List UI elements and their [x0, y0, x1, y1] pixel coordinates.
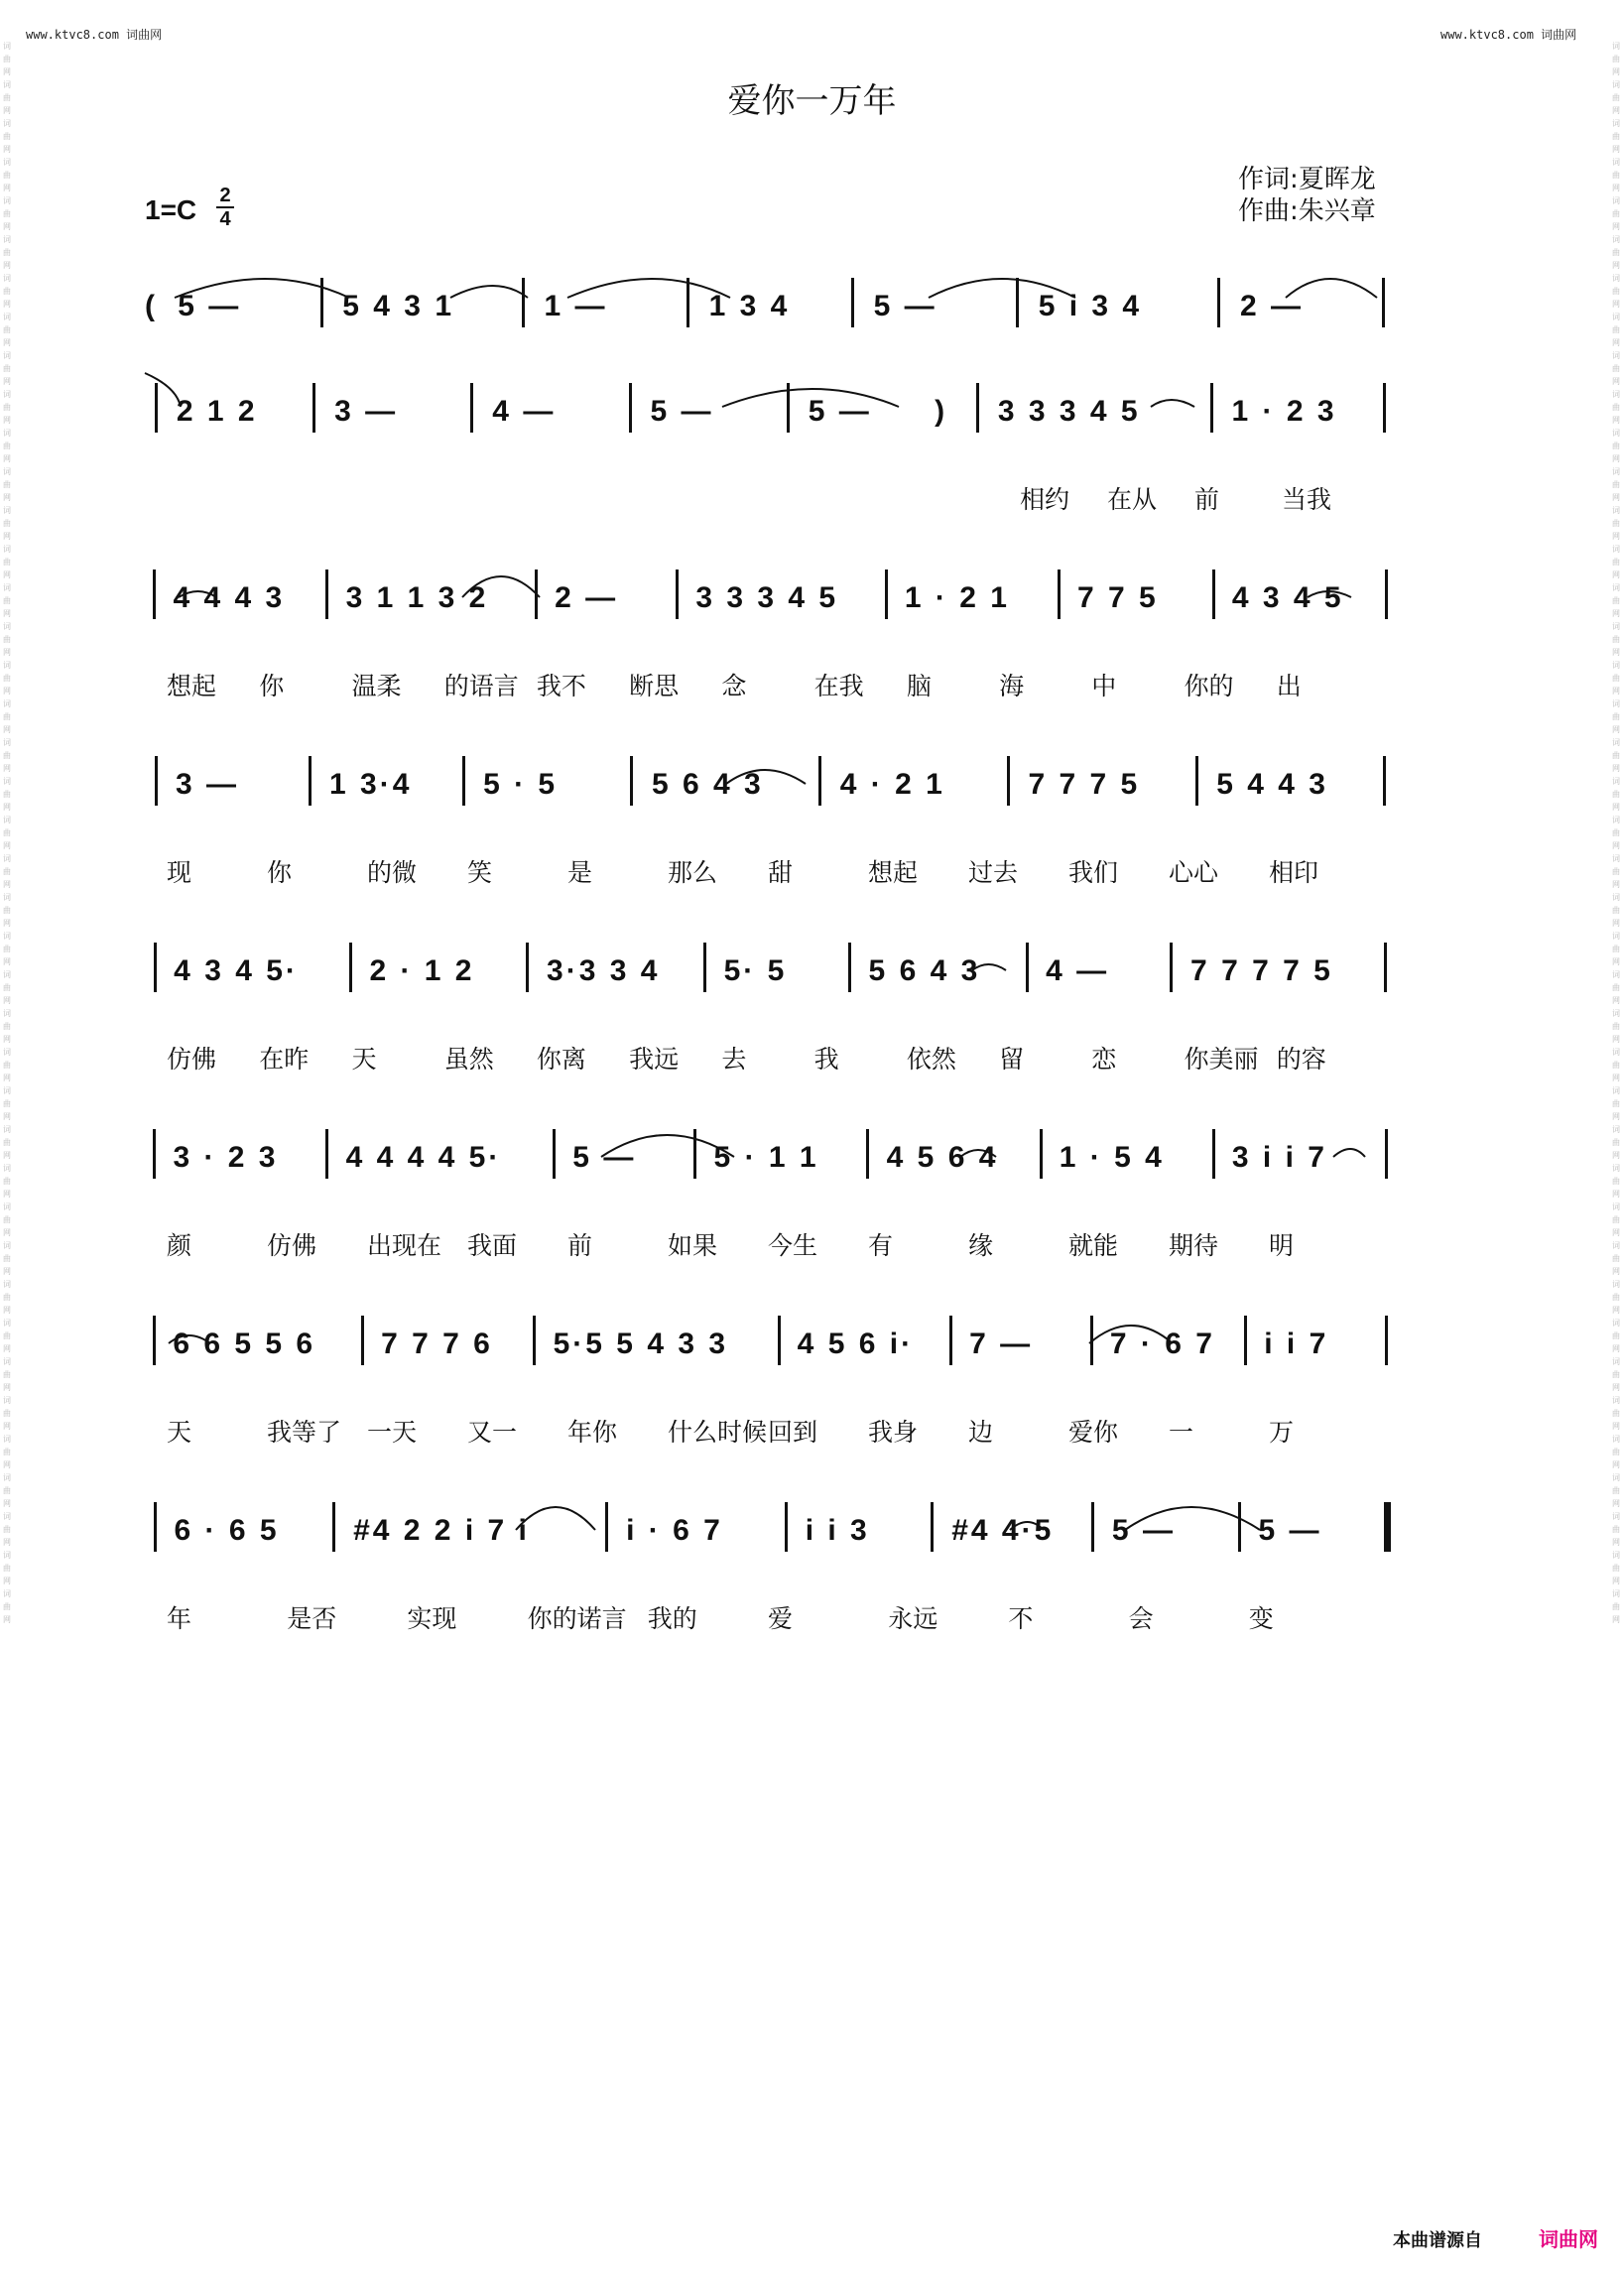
slur [516, 1507, 595, 1530]
slur [462, 576, 540, 597]
lyric-word: 在昨 [259, 1045, 310, 1074]
slur [1308, 591, 1351, 597]
note-group: 5 4 4 3 [1216, 768, 1328, 801]
lyric-word: 我等了 [267, 1418, 342, 1447]
meter-top: 2 [219, 185, 231, 206]
slur [722, 389, 899, 407]
note-group: 5· 5 [723, 954, 788, 987]
slur [145, 373, 181, 407]
lyric-word: 脑 [906, 672, 932, 700]
lyric-word: 又一 [467, 1418, 518, 1447]
note-group: 5 · 5 [483, 768, 559, 801]
note-group: 5 — [873, 290, 937, 322]
lyric-word: 温柔 [351, 672, 402, 700]
slur [179, 591, 216, 597]
lyric-word: 今生 [768, 1231, 818, 1260]
lyric-word: 仿佛 [167, 1045, 217, 1074]
note-group: #4 2 2 i 7 i [353, 1514, 530, 1547]
lyric-word: 的容 [1276, 1045, 1326, 1074]
lyric-word: 颜 [167, 1231, 192, 1260]
slur [1333, 1149, 1365, 1157]
note-group: 2 1 2 [176, 395, 258, 428]
note-group: 3 3 3 4 5 [997, 395, 1141, 428]
note-group: 4 5 6 i· [797, 1328, 915, 1360]
note-group: 4 5 6 4 [886, 1141, 999, 1174]
lyric-word: 你离 [536, 1045, 586, 1074]
lyric-word: 前 [567, 1231, 593, 1260]
note-group: i i 3 [805, 1514, 870, 1547]
lyric-word: 是否 [287, 1604, 337, 1633]
lyric-word: 出 [1276, 672, 1302, 700]
slur [1089, 1326, 1173, 1343]
repeat-paren: ( [145, 290, 158, 322]
note-group: #4 4·5 [951, 1514, 1055, 1547]
slur [726, 770, 806, 784]
note-group: 3 1 1 3 2 [345, 581, 489, 614]
note-group: 2 — [1239, 290, 1304, 322]
slur [601, 1135, 734, 1157]
note-group: 5 — [572, 1141, 637, 1174]
song-title: 爱你一万年 [727, 81, 897, 121]
note-group: 4 4 4 4 5· [345, 1141, 502, 1174]
lyric-word: 的语言 [443, 672, 519, 700]
lyric-word: 不 [1008, 1604, 1034, 1633]
note-group: 5 · 1 1 [713, 1141, 819, 1174]
note-group: 4 3 4 5· [174, 954, 299, 987]
lyric-word: 天 [167, 1418, 192, 1447]
lyric-word: 爱 [768, 1604, 794, 1633]
note-group: 5 6 4 3 [651, 768, 764, 801]
note-group: 4 · 2 1 [839, 768, 945, 801]
lyric-word: 心心 [1169, 858, 1219, 887]
lyric-word: 缘 [968, 1231, 994, 1260]
note-group: 7 7 5 [1076, 581, 1159, 614]
lyric-word: 就能 [1068, 1231, 1119, 1260]
note-group: 1 · 2 1 [904, 581, 1010, 614]
lyric-word: 我不 [536, 672, 586, 700]
lyric-word: 我身 [868, 1418, 919, 1447]
watermark-right: 词曲网词曲网词曲网词曲网词曲网词曲网词曲网词曲网词曲网词曲网词曲网词曲网词曲网词曲网词曲网词曲网词曲网词曲网词曲网词曲网词曲网词曲网词曲网词曲网词曲网词曲网词曲网词曲网词曲网词曲网词曲网词曲网词曲网词曲网词曲网词曲网词曲网词曲网词曲网词曲网词曲网 [1612, 42, 1620, 1624]
slur [169, 1335, 210, 1343]
slur [567, 279, 730, 298]
note-group: 5 4 3 1 [342, 290, 455, 322]
slur [960, 1150, 996, 1157]
site-url-right[interactable]: www.ktvc8.com 词曲网 [1440, 28, 1577, 42]
lyric-word: 相约 [1020, 485, 1070, 514]
lyric-word: 出现在 [367, 1231, 442, 1260]
note-group: i · 6 7 [626, 1514, 723, 1547]
lyric-word: 你美丽 [1184, 1045, 1259, 1074]
lyric-word: 你的诺言 [527, 1604, 627, 1633]
composer-credit: 作曲:朱兴章 [1238, 196, 1376, 226]
lyric-word: 念 [721, 672, 747, 700]
note-group: 1 3·4 [329, 768, 413, 801]
lyric-word: 一 [1169, 1418, 1194, 1447]
note-group: 4 — [492, 395, 557, 428]
note-group: 2 · 1 2 [369, 954, 475, 987]
slur [929, 279, 1075, 298]
note-group: 6 · 6 5 [174, 1514, 280, 1547]
note-group: 5 6 4 3 [868, 954, 981, 987]
note-group: 1 · 2 3 [1231, 395, 1337, 428]
lyric-word: 你 [267, 858, 293, 887]
note-group: 7 7 7 5 [1028, 768, 1141, 801]
site-url-left[interactable]: www.ktvc8.com 词曲网 [26, 28, 163, 42]
lyric-word: 如果 [668, 1231, 718, 1260]
lyric-word: 想起 [167, 672, 217, 700]
watermark-left: 词曲网词曲网词曲网词曲网词曲网词曲网词曲网词曲网词曲网词曲网词曲网词曲网词曲网词曲网词曲网词曲网词曲网词曲网词曲网词曲网词曲网词曲网词曲网词曲网词曲网词曲网词曲网词曲网词曲网词曲网词曲网词曲网词曲网词曲网词曲网词曲网词曲网词曲网词曲网词曲网词曲网 [3, 42, 11, 1624]
note-group: 4 3 4 5 [1231, 581, 1344, 614]
lyric-word: 爱你 [1068, 1418, 1119, 1447]
note-group: 3·3 3 4 [547, 954, 661, 987]
note-group: 4 — [1046, 954, 1110, 987]
note-group: 5 — [808, 395, 872, 428]
repeat-paren: ) [935, 395, 948, 428]
lyric-word: 变 [1248, 1604, 1274, 1633]
lyricist-credit: 作词:夏晖龙 [1238, 165, 1376, 194]
lyric-word: 有 [868, 1231, 894, 1260]
note-group: 1 — [544, 290, 608, 322]
meter-bottom: 4 [219, 208, 231, 230]
lyric-word: 现 [167, 858, 192, 887]
note-group: 5·5 5 4 3 3 [553, 1328, 729, 1360]
lyric-word: 海 [999, 672, 1025, 700]
lyric-word: 我们 [1068, 858, 1119, 887]
note-group: 3 · 2 3 [173, 1141, 279, 1174]
note-group: 7 7 7 6 [381, 1328, 493, 1360]
slur [1286, 279, 1377, 298]
lyric-word: 恋 [1091, 1045, 1117, 1074]
lyric-word: 想起 [868, 858, 919, 887]
note-group: 6 6 5 5 6 [173, 1328, 316, 1360]
lyric-word: 实现 [407, 1604, 457, 1633]
lyric-word: 我的 [647, 1604, 697, 1633]
lyric-word: 过去 [968, 858, 1019, 887]
note-group: 7 · 6 7 [1109, 1328, 1215, 1360]
lyric-word: 回到 [768, 1418, 818, 1447]
note-group: i i 7 [1264, 1328, 1329, 1360]
slur [1125, 1507, 1260, 1530]
lyric-word: 笑 [467, 858, 493, 887]
slur [1151, 400, 1194, 407]
key-signature: 1=C [145, 194, 197, 225]
lyric-word: 断思 [629, 672, 680, 700]
lyric-word: 的微 [367, 858, 418, 887]
note-group: 3 3 3 4 5 [695, 581, 839, 614]
lyric-word: 会 [1128, 1604, 1154, 1633]
lyric-word: 边 [968, 1418, 994, 1447]
lyric-word: 中 [1091, 672, 1117, 700]
slur [1010, 1522, 1044, 1530]
note-group: 3 — [334, 395, 399, 428]
slur [450, 286, 528, 298]
lyric-word: 是 [567, 858, 593, 887]
slur [972, 964, 1006, 970]
note-group: 7 — [969, 1328, 1034, 1360]
lyric-word: 相印 [1269, 858, 1319, 887]
lyric-word: 期待 [1169, 1231, 1219, 1260]
note-group: 5 i 3 4 [1038, 290, 1143, 322]
brand-logo[interactable]: 词曲网 [1539, 2227, 1598, 2251]
lyric-word: 你的 [1184, 672, 1234, 700]
note-group: 5 — [1111, 1514, 1176, 1547]
lyric-word: 天 [351, 1045, 377, 1074]
note-group: 2 — [555, 581, 619, 614]
lyric-word: 我面 [467, 1231, 518, 1260]
lyric-word: 你 [259, 672, 285, 700]
note-group: 1 · 5 4 [1059, 1141, 1165, 1174]
note-group: 5 — [650, 395, 714, 428]
lyric-word: 虽然 [443, 1045, 494, 1074]
slur [175, 279, 349, 298]
note-group: 7 7 7 7 5 [1190, 954, 1333, 987]
lyric-word: 我远 [629, 1045, 680, 1074]
lyric-word: 明 [1269, 1231, 1295, 1260]
lyric-word: 在从 [1107, 485, 1158, 514]
lyric-word: 前 [1194, 485, 1220, 514]
lyric-word: 我 [813, 1045, 839, 1074]
lyric-word: 去 [721, 1045, 747, 1074]
lyric-word: 年你 [567, 1418, 618, 1447]
lyric-word: 甜 [768, 858, 794, 887]
lyric-word: 依然 [906, 1045, 956, 1074]
lyric-word: 在我 [813, 672, 864, 700]
lyric-word: 那么 [668, 858, 718, 887]
note-group: 1 3 4 [708, 290, 791, 322]
lyric-word: 年 [167, 1604, 192, 1633]
lyric-word: 当我 [1282, 485, 1332, 514]
lyric-word: 什么时候 [668, 1418, 768, 1447]
lyric-word: 永远 [888, 1604, 938, 1633]
note-group: 5 — [178, 290, 242, 322]
lyric-word: 仿佛 [267, 1231, 317, 1260]
note-group: 3 — [176, 768, 240, 801]
note-group: 5 — [1258, 1514, 1322, 1547]
note-group: 3 i i 7 [1231, 1141, 1327, 1174]
source-note: 本曲谱源自 [1393, 2230, 1482, 2251]
lyric-word: 万 [1269, 1418, 1295, 1447]
note-group: 4 4 4 3 [173, 581, 286, 614]
lyric-word: 留 [999, 1045, 1025, 1074]
lyric-word: 一天 [367, 1418, 418, 1447]
